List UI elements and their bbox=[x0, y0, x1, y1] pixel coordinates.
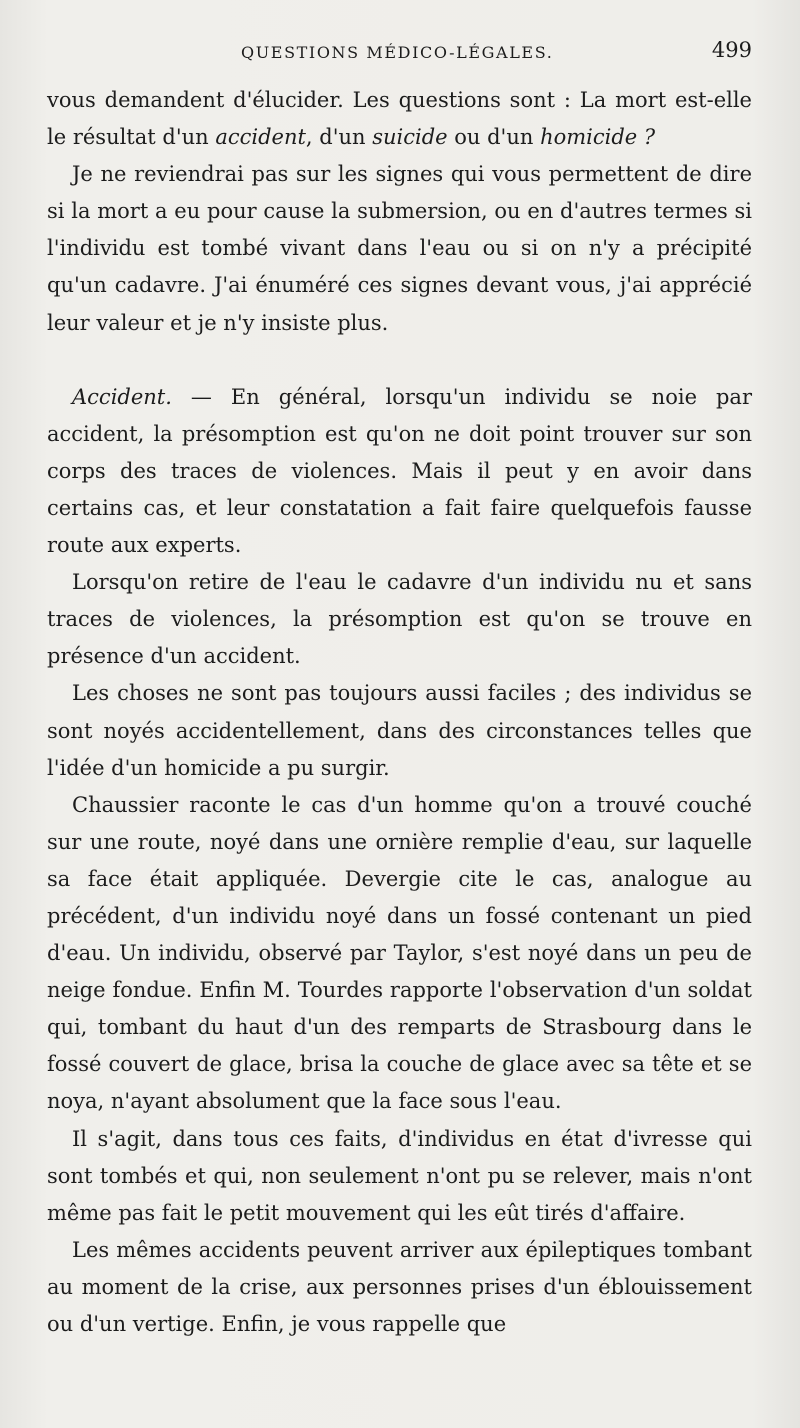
page-header bbox=[0, 38, 800, 68]
paragraph-text: , d'un bbox=[305, 125, 373, 150]
paragraph bbox=[47, 1121, 752, 1232]
paragraph-text: Les mêmes accidents peuvent arriver aux épileptiques tombant au moment de la crise, aux personnes prises d'un éblouissement ou d'un vertige. Enfin, je vous rappelle que bbox=[47, 1237, 752, 1336]
running-title: QUESTIONS MÉDICO-LÉGALES. bbox=[241, 43, 554, 62]
body-text bbox=[47, 82, 752, 1343]
paragraph bbox=[47, 787, 752, 1121]
paragraph bbox=[47, 379, 752, 564]
page-number: 499 bbox=[711, 38, 752, 62]
italic-text: accident bbox=[215, 125, 306, 150]
paragraph-text: ou d'un bbox=[447, 125, 541, 150]
italic-text: Accident. bbox=[72, 384, 172, 409]
paragraph-text: Il s'agit, dans tous ces faits, d'individus en état d'ivresse qui sont tombés et qui, non seulement n'ont pu se relever, mais n'ont même pas fait le petit mouvement qui les eût tirés d'affaire. bbox=[47, 1126, 752, 1225]
italic-text: homicide ? bbox=[540, 125, 656, 150]
paragraph-text: vous demandent d'élucider. Les questions sont : La mort est-elle le résultat d'un bbox=[47, 88, 752, 150]
paragraph bbox=[47, 82, 752, 156]
paragraph-text: Lorsqu'on retire de l'eau le cadavre d'un individu nu et sans traces de violences, la présomption est qu'on se trouve en présence d'un accident. bbox=[47, 570, 752, 669]
paragraph-text: — En général, lorsqu'un individu se noie par accident, la présomption est qu'on ne doit point trouver sur son corps des traces de violences. Mais il peut y en avoir dans certains cas, et leur constatation a fait faire quelquefois fausse route aux experts. bbox=[47, 384, 752, 558]
italic-text: suicide bbox=[372, 125, 448, 150]
paragraph bbox=[47, 156, 752, 341]
paragraph-text: Chaussier raconte le cas d'un homme qu'on a trouvé couché sur une route, noyé dans une ornière remplie d'eau, sur laquelle sa face était appliquée. Devergie cite le cas, analogue au précédent, d'un individu noyé dans un fossé contenant un pied d'eau. Un individu, observé par Taylor, s'est noyé dans un peu de neige fondue. Enfin M. Tourdes rapporte l'observation d'un soldat qui, tombant du haut d'un des remparts de Strasbourg dans le fossé couvert de glace, brisa la couche de glace avec sa tête et se noya, n'ayant absolument que la face sous l'eau. bbox=[47, 792, 752, 1114]
paragraph bbox=[47, 675, 752, 786]
paragraph-text: Les choses ne sont pas toujours aussi faciles ; des individus se sont noyés accidentellement, dans des circonstances telles que l'idée d'un homicide a pu surgir. bbox=[47, 681, 752, 780]
paragraph bbox=[47, 1232, 752, 1343]
paragraph-text: Je ne reviendrai pas sur les signes qui vous permettent de dire si la mort a eu pour cause la submersion, ou en d'autres termes si l'individu est tombé vivant dans l'eau ou si on n'y a précipité qu'un cadavre. J'ai énuméré ces signes devant vous, j'ai apprécié leur valeur et je n'y insiste plus. bbox=[47, 162, 752, 335]
paragraph bbox=[47, 564, 752, 675]
